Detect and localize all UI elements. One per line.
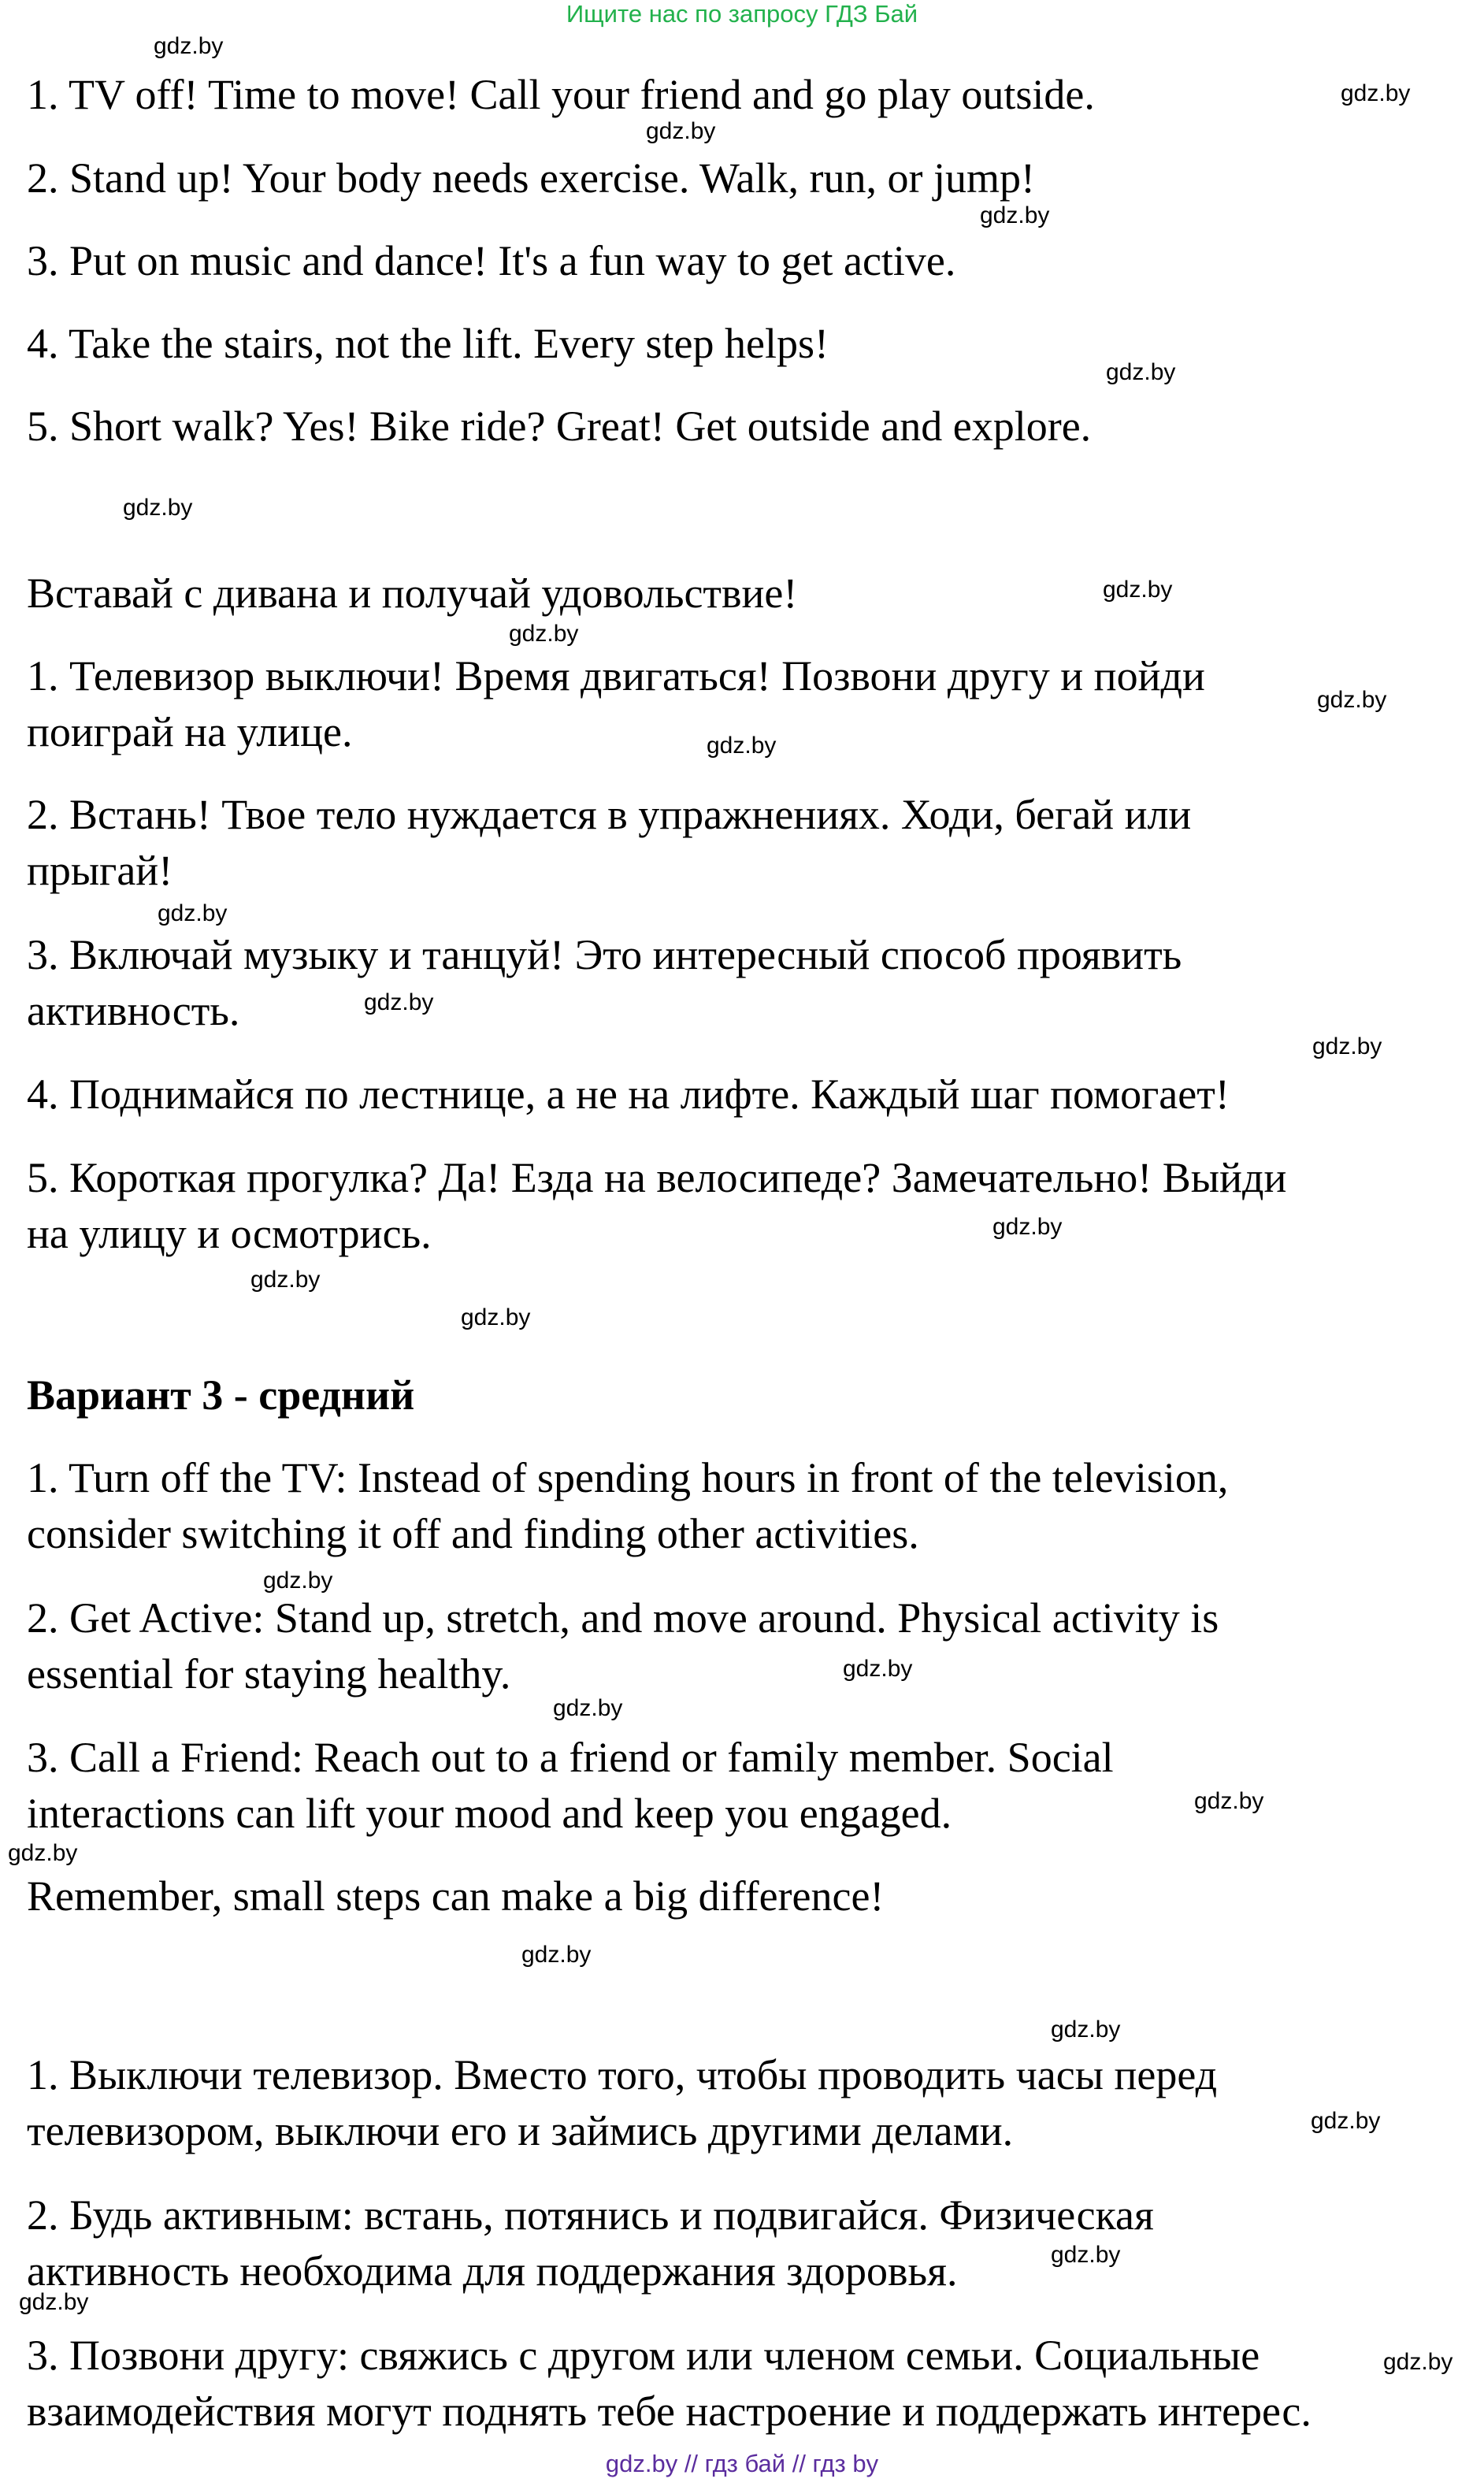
v3-item-1-line-1: 1. Turn off the TV: Instead of spending hours in front of the television, (27, 1454, 1229, 1501)
watermark: gdz.by (1383, 2349, 1453, 2375)
ru-item-2-line-1: 2. Встань! Твое тело нуждается в упражнениях. Ходи, бегай или (27, 791, 1192, 838)
watermark: gdz.by (1317, 687, 1387, 713)
watermark: gdz.by (461, 1304, 531, 1330)
watermark: gdz.by (263, 1568, 333, 1594)
ru-item-5-line-1: 5. Короткая прогулка? Да! Езда на велосипеде? Замечательно! Выйди (27, 1154, 1287, 1201)
watermark: gdz.by (158, 900, 228, 926)
ru2-item-3-line-1: 3. Позвони другу: свяжись с другом или членом семьи. Социальные (27, 2332, 1260, 2379)
watermark: gdz.by (1106, 359, 1176, 385)
watermark: gdz.by (1194, 1788, 1264, 1814)
v3-item-1-line-2: consider switching it off and finding other activities. (27, 1510, 919, 1557)
ru2-item-1-line-2: телевизором, выключи его и займись другими делами. (27, 2107, 1014, 2154)
ru-item-3-line-2: активность. (27, 987, 240, 1034)
en-item-3: 3. Put on music and dance! It's a fun way to get active. (27, 237, 956, 284)
en-item-2: 2. Stand up! Your body needs exercise. Walk, run, or jump! (27, 154, 1035, 202)
watermark: gdz.by (1311, 2108, 1381, 2134)
ru-item-4: 4. Поднимайся по лестнице, а не на лифте. Каждый шаг помогает! (27, 1070, 1230, 1118)
watermark: gdz.by (1341, 80, 1411, 106)
ru2-item-1-line-1: 1. Выключи телевизор. Вместо того, чтобы проводить часы перед (27, 2051, 1218, 2098)
v3-remember: Remember, small steps can make a big difference! (27, 1872, 885, 1920)
ru2-item-3-line-2: взаимодействия могут поднять тебе настроение и поддержать интерес. (27, 2388, 1311, 2435)
watermark: gdz.by (992, 1214, 1063, 1240)
en-item-1: 1. TV off! Time to move! Call your friend and go play outside. (27, 71, 1095, 118)
variant-heading: Вариант 3 - средний (27, 1371, 415, 1419)
watermark: gdz.by (1051, 2017, 1121, 2043)
ru2-item-2-line-2: активность необходима для поддержания здоровья. (27, 2247, 958, 2295)
header-banner: Ищите нас по запросу ГДЗ Бай (566, 0, 918, 28)
watermark: gdz.by (521, 1942, 592, 1968)
v3-item-3-line-2: interactions can lift your mood and keep you engaged. (27, 1790, 952, 1837)
v3-item-2-line-2: essential for staying healthy. (27, 1650, 511, 1698)
ru-item-1-line-2: поиграй на улице. (27, 708, 353, 755)
ru-item-3-line-1: 3. Включай музыку и танцуй! Это интересный способ проявить (27, 931, 1182, 978)
watermark: gdz.by (553, 1695, 623, 1721)
watermark: gdz.by (123, 495, 193, 521)
watermark: gdz.by (646, 118, 716, 144)
watermark: gdz.by (843, 1656, 913, 1682)
footer-banner: gdz.by // гдз бай // гдз by (605, 2450, 879, 2477)
ru2-item-2-line-1: 2. Будь активным: встань, потянись и подвигайся. Физическая (27, 2191, 1154, 2239)
watermark: gdz.by (364, 989, 434, 1015)
watermark: gdz.by (1103, 577, 1173, 603)
watermark: gdz.by (980, 202, 1050, 228)
watermark: gdz.by (1051, 2242, 1121, 2268)
ru-item-2-line-2: прыгай! (27, 847, 173, 894)
v3-item-3-line-1: 3. Call a Friend: Reach out to a friend or family member. Social (27, 1734, 1114, 1781)
watermark: gdz.by (707, 733, 777, 759)
watermark: gdz.by (509, 621, 579, 647)
en-item-4: 4. Take the stairs, not the lift. Every step helps! (27, 320, 829, 367)
en-item-5: 5. Short walk? Yes! Bike ride? Great! Get outside and explore. (27, 403, 1092, 450)
v3-item-2-line-1: 2. Get Active: Stand up, stretch, and move around. Physical activity is (27, 1594, 1219, 1642)
ru-section-title: Вставай с дивана и получай удовольствие! (27, 570, 798, 617)
watermark: gdz.by (250, 1267, 321, 1293)
watermark: gdz.by (154, 33, 224, 59)
ru-item-1-line-1: 1. Телевизор выключи! Время двигаться! Позвони другу и пойди (27, 652, 1205, 699)
ru-item-5-line-2: на улицу и осмотрись. (27, 1210, 432, 1257)
watermark: gdz.by (19, 2289, 89, 2315)
watermark: gdz.by (8, 1840, 78, 1866)
watermark: gdz.by (1312, 1033, 1382, 1059)
